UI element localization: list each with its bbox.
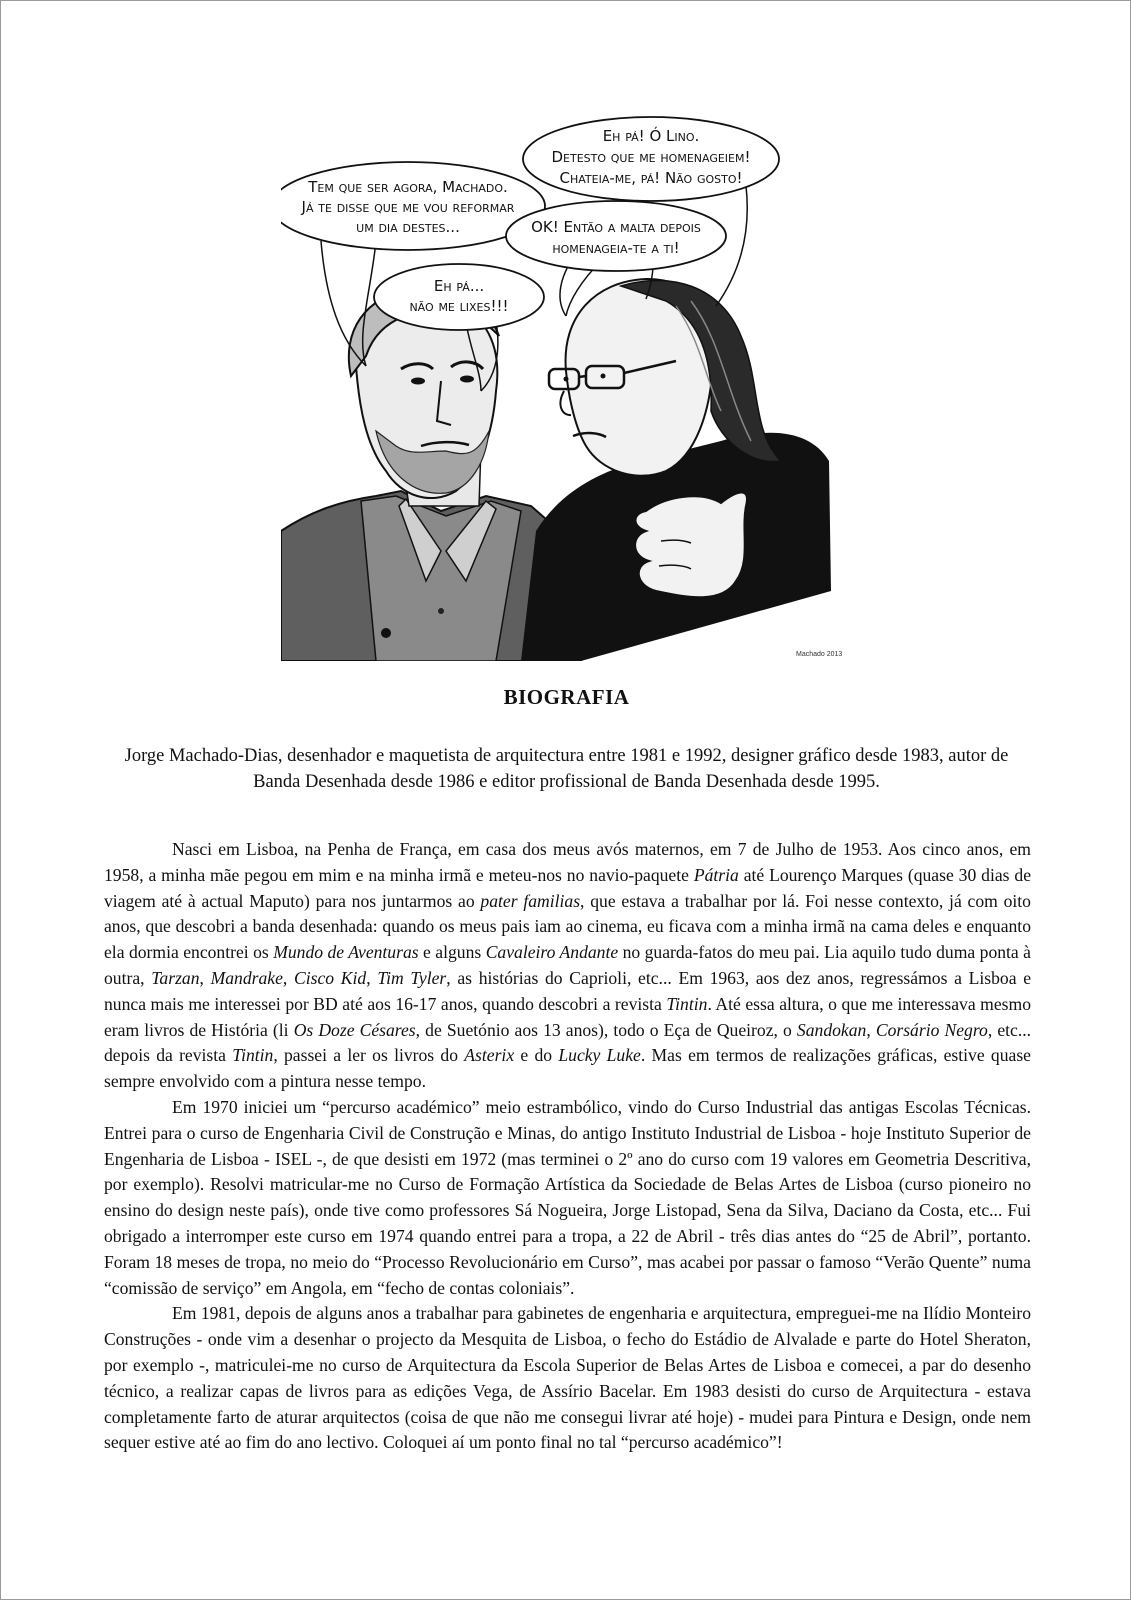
body-paragraph: [104, 1301, 1031, 1456]
text-run: Em 1970 iniciei um “percurso académico” meio estrambólico, vindo do Curso Industrial das antigas Escolas Técnicas. Entrei para o curso de Engenharia Civil de Construção e Minas, do antigo Instituto Industrial de Lisboa - hoje Instituto Superior de Engenharia de Lisboa - ISEL -, de que desisti em 1972 (mas terminei o 2º ano do curso com 19 valores em Geometria Descritiva, por exemplo). Resolvi matricular-me no Curso de Formação Artística da Sociedade de Belas Artes de Lisboa (curso pioneiro no ensino do design neste país), onde tive como professores Sá Nogueira, Jorge Listopad, Sena da Silva, Daciano da Costa, etc... Fui obrigado a interromper este curso em 1974 quando entrei para a tropa, a 22 de Abril - três dias antes do “25 de Abril”, portanto. Foram 18 meses de tropa, no meio do “Processo Revolucionário em Curso”, mas acabei por passar o famoso “Verão Quente” numa “comissão de serviço” em Angola, em “fecho de contas coloniais”.: [104, 1096, 1031, 1298]
comic-illustration: [281, 111, 861, 661]
bubble-1-line-2: Detesto que me homenageiem!: [551, 148, 751, 166]
bubble-3-line-2: homenageia-te a ti!: [552, 239, 680, 257]
text-run: ,: [199, 967, 211, 988]
text-run: , que estava a trabalhar por lá. Foi nesse contexto, já com oito anos, que descobri a banda desenhada: quando os meus pais iam ao cinema, eu ficava com a minha irmã na cama deles e enquanto ela dormia encontrei os: [104, 890, 1031, 963]
text-run: ,: [282, 967, 295, 988]
italic-title: Tintin: [666, 993, 708, 1014]
bubble-1-line-1: Eh pá! Ó Lino.: [602, 127, 700, 145]
italic-title: Tintin: [232, 1045, 274, 1066]
italic-title: Mundo de Aventuras: [273, 942, 419, 963]
text-run: , passei a ler os livros do: [273, 1045, 465, 1066]
italic-title: Os Doze Césares: [293, 1019, 416, 1040]
intro-paragraph: Jorge Machado-Dias, desenhador e maquetista de arquitectura entre 1981 e 1992, designer gráfico desde 1983, autor de Banda Desenhada desde 1986 e editor profissional de Banda Desenhada desde 1995.: [124, 746, 1009, 792]
italic-title: Corsário Negro: [875, 1019, 988, 1040]
text-run: e alguns: [418, 942, 486, 963]
bubble-4-line-2: não me lixes!!!: [409, 297, 509, 315]
bubble-4-line-1: Eh pá...: [433, 277, 485, 295]
text-run: . Mas em termos de realizações gráficas, estive quase sempre envolvido com a pintura nesse tempo.: [104, 1045, 1031, 1092]
text-run: ,: [866, 1019, 876, 1040]
biography-body: [104, 837, 1031, 1456]
bubble-2-line-1: Tem que ser agora, Machado.: [308, 178, 508, 196]
artist-credit: Machado 2013: [796, 651, 843, 658]
page-title: BIOGRAFIA: [503, 685, 630, 709]
bubble-1-line-3: Chateia-me, pá! Não gosto!: [559, 169, 743, 187]
text-run: ,: [366, 967, 378, 988]
italic-title: pater familias: [480, 890, 581, 911]
italic-title: Cisco Kid: [294, 967, 367, 988]
body-paragraph: [104, 1095, 1031, 1301]
body-paragraph: [104, 837, 1031, 1095]
text-run: , de Suetónio aos 13 anos), todo o Eça de Queiroz, o: [415, 1019, 797, 1040]
italic-title: Asterix: [464, 1045, 515, 1066]
text-run: e do: [514, 1045, 559, 1066]
bubble-3-line-1: OK! Então a malta depois: [531, 218, 701, 236]
text-run: . Até essa altura, o que me interessava mesmo eram livros de História (li: [104, 993, 1032, 1040]
text-run: , as histórias do Caprioli, etc... Em 1963, aos dez anos, regressámos a Lisboa e nunca mais me interessei por BD até aos 16-17 anos, quando descobri a revista: [104, 967, 1032, 1014]
text-run: no guarda-fatos do meu pai. Lia aquilo tudo duma ponta à outra,: [104, 942, 1031, 988]
italic-title: Sandokan: [796, 1019, 867, 1040]
italic-title: Mandrake: [210, 967, 283, 988]
text-run: , etc... depois da revista: [104, 1019, 1032, 1066]
bubble-2-line-2: Já te disse que me vou reformar: [301, 198, 515, 216]
italic-title: Lucky Luke: [558, 1045, 641, 1066]
bubble-2-line-3: um dia destes...: [356, 218, 460, 236]
text-run: até Lourenço Marques (quase 30 dias de viagem até à actual Maputo) para nos juntarmos ao: [104, 864, 1031, 911]
italic-title: Cavaleiro Andante: [485, 942, 619, 963]
italic-title: Pátria: [693, 864, 739, 885]
text-run: Em 1981, depois de alguns anos a trabalhar para gabinetes de engenharia e arquitectura, empreguei-me na Ilídio Monteiro Construções - onde vim a desenhar o projecto da Mesquita de Lisboa, o fecho do Estádio de Alvalade e parte do Hotel Sheraton, por exemplo -, matriculei-me no curso de Arquitectura da Escola Superior de Belas Artes de Lisboa e comecei, a par do desenho técnico, a realizar capas de livros para as edições Vega, de Assírio Bacelar. Em 1983 desisti do curso de Arquitectura - estava completamente farto de aturar arquitectos (coisa de que não me consegui livrar até hoje) - mudei para Pintura e Design, onde nem sequer estive até ao fim do ano lectivo. Coloquei aí um ponto final no tal “percurso académico”!: [104, 1303, 1031, 1453]
comic-drawing: [281, 111, 861, 661]
text-run: Nasci em Lisboa, na Penha de França, em casa dos meus avós maternos, em 7 de Julho de 1953. Aos cinco anos, em 1958, a minha mãe pegou em mim e na minha irmã e meteu-nos no navio-paquete: [104, 839, 1031, 885]
italic-title: Tarzan: [151, 967, 200, 988]
italic-title: Tim Tyler: [377, 967, 447, 988]
speech-bubble-3: [506, 201, 726, 271]
